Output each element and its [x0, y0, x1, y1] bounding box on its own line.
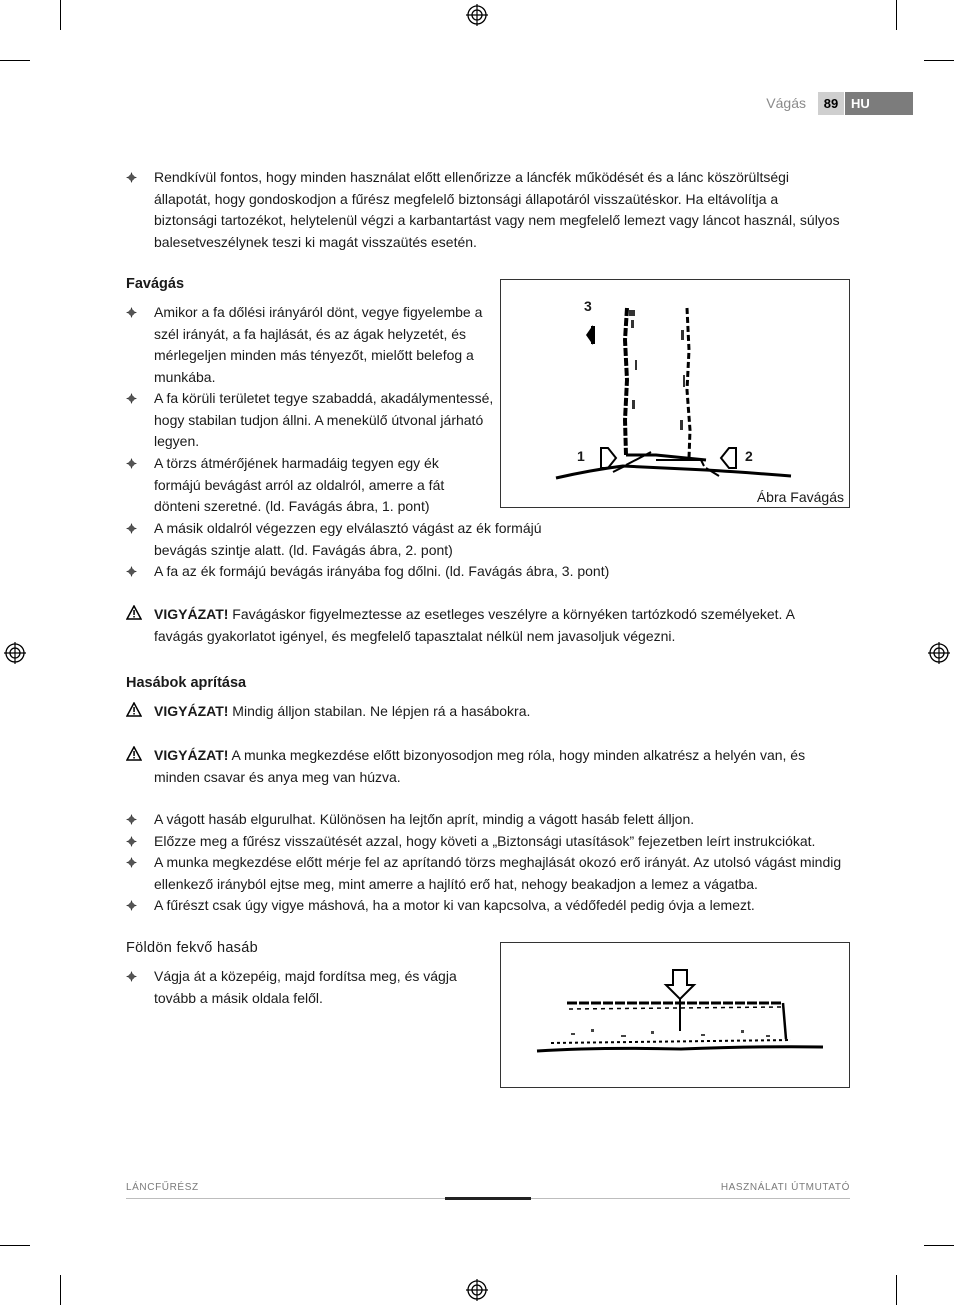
logs-warning-1 [154, 701, 844, 723]
bullet-icon [126, 566, 137, 577]
warning-text: Mindig álljon stabilan. Ne lépjen rá a hasábokra. [228, 703, 531, 719]
crop-mark [0, 1245, 30, 1246]
felling-bullet-4: A másik oldalról végezzen egy elválasztó vágást az ék formájú bevágás szintje alatt. (ld. Favágás ábra, 2. pont) [154, 520, 542, 558]
bullet-icon [126, 836, 137, 847]
header-section-title: Vágás [766, 95, 806, 111]
footer-product-name: LÁNCFŰRÉSZ [126, 1182, 199, 1193]
registration-mark-icon [928, 642, 950, 664]
bullet-icon [126, 393, 137, 404]
bullet-icon [126, 458, 137, 469]
crop-mark [896, 0, 897, 30]
logs-bullet-1: A vágott hasáb elgurulhat. Különösen ha lejtőn aprít, mindig a vágott hasáb felett álljon. [154, 811, 695, 827]
ground-log-bullet: Vágja át a közepéig, majd fordítsa meg, és vágja tovább a másik oldala felől. [154, 968, 457, 1006]
felling-bullet-2: A fa körüli területet tegye szabaddá, akadálymentessé, hogy stabilan tudjon állni. A menekülő útvonal járható legyen. [154, 390, 494, 449]
figure-label-3: 3 [584, 298, 592, 314]
ground-log-illustration [501, 943, 849, 1087]
bullet-icon [126, 971, 137, 982]
registration-mark-icon [466, 1279, 488, 1301]
logs-bullet-2: Előzze meg a fűrész visszaütését azzal, hogy követi a „Biztonsági utasítások” fejezetben leírt instrukciókat. [154, 833, 816, 849]
warning-label: VIGYÁZAT! [154, 703, 229, 719]
language-badge: HU [845, 92, 913, 115]
felling-bullet-3: A törzs átmérőjének harmadáig tegyen egy ék formájú bevágást arról az oldalról, amerre a fát dönteni szeretné. (ld. Favágás ábra, 1. pont) [154, 455, 445, 514]
figure-label-2: 2 [745, 448, 753, 464]
logs-bullet-3: A munka megkezdése előtt mérje fel az aprítandó törzs meghajlását okozó erő irányát. Az utolsó vágást mindig ellenkező irányból ejtse meg, mint amerre a hajlító erő hat, nehogy beakadjon a lemez a vágatba. [154, 854, 842, 892]
warning-text: Favágáskor figyelmeztesse az esetleges veszélyre a környéken tartózkodó személyeket. A favágás gyakorlatot igényel, és megfelelő tapasztalat nélkül nem javasoljuk végezni. [154, 606, 795, 644]
subheading-ground-log: Földön fekvő hasáb [126, 940, 258, 956]
crop-mark [60, 0, 61, 30]
crop-mark [924, 60, 954, 61]
felling-bullet-1: Amikor a fa dőlési irányáról dönt, vegye figyelembe a szél irányát, a fa hajlását, és az ágak helyzetét, és mérlegeljen minden más tényezőt, mielőtt belefog a munkába. [154, 304, 483, 385]
felling-illustration [501, 280, 849, 480]
bullet-icon [126, 814, 137, 825]
bullet-icon [126, 523, 137, 534]
figure-caption: Ábra Favágás [756, 489, 844, 505]
bullet-icon [126, 307, 137, 318]
bullet-icon [126, 172, 137, 183]
bullet-icon [126, 857, 137, 868]
section-heading-felling: Favágás [126, 276, 185, 292]
warning-triangle-icon [126, 702, 142, 717]
crop-mark [0, 60, 30, 61]
felling-warning [154, 604, 844, 647]
registration-mark-icon [466, 4, 488, 26]
ground-log-figure [500, 942, 850, 1088]
logs-bullet-4: A fűrészt csak úgy vigye máshová, ha a motor ki van kapcsolva, a védőfedél pedig óvja a lemezt. [154, 897, 755, 913]
felling-bullet-5: A fa az ék formájú bevágás irányába fog dőlni. (ld. Favágás ábra, 3. pont) [154, 563, 610, 579]
registration-mark-icon [4, 642, 26, 664]
footer-accent-bar [445, 1197, 531, 1200]
crop-mark [896, 1275, 897, 1305]
bullet-icon [126, 900, 137, 911]
warning-label: VIGYÁZAT! [154, 747, 229, 763]
footer-manual-title: HASZNÁLATI ÚTMUTATÓ [720, 1182, 850, 1193]
warning-triangle-icon [126, 605, 142, 620]
felling-figure [500, 279, 850, 508]
section-heading-logs: Hasábok aprítása [126, 675, 247, 691]
warning-text: A munka megkezdése előtt bizonyosodjon meg róla, hogy minden alkatrész a helyén van, és minden csavar és anya meg van húzva. [154, 747, 806, 785]
warning-label: VIGYÁZAT! [154, 606, 229, 622]
logs-warning-2 [154, 745, 844, 788]
warning-triangle-icon [126, 746, 142, 761]
page-number: 89 [818, 92, 844, 115]
figure-label-1: 1 [577, 448, 585, 464]
intro-paragraph: Rendkívül fontos, hogy minden használat előtt ellenőrizze a láncfék működését és a lánc köszörültségi állapotát, hogy gondoskodjon a fűrész megfelelő biztonsági állapotáról visszaütéskor. Ha eltávolítja a biztonsági tartozékot, helytelenül végzi a karbantartást vagy nem megfelelő lemezt vagy láncot használ, súlyos balesetveszélynek teszi ki magát visszaütés esetén. [154, 169, 840, 250]
crop-mark [60, 1275, 61, 1305]
crop-mark [924, 1245, 954, 1246]
